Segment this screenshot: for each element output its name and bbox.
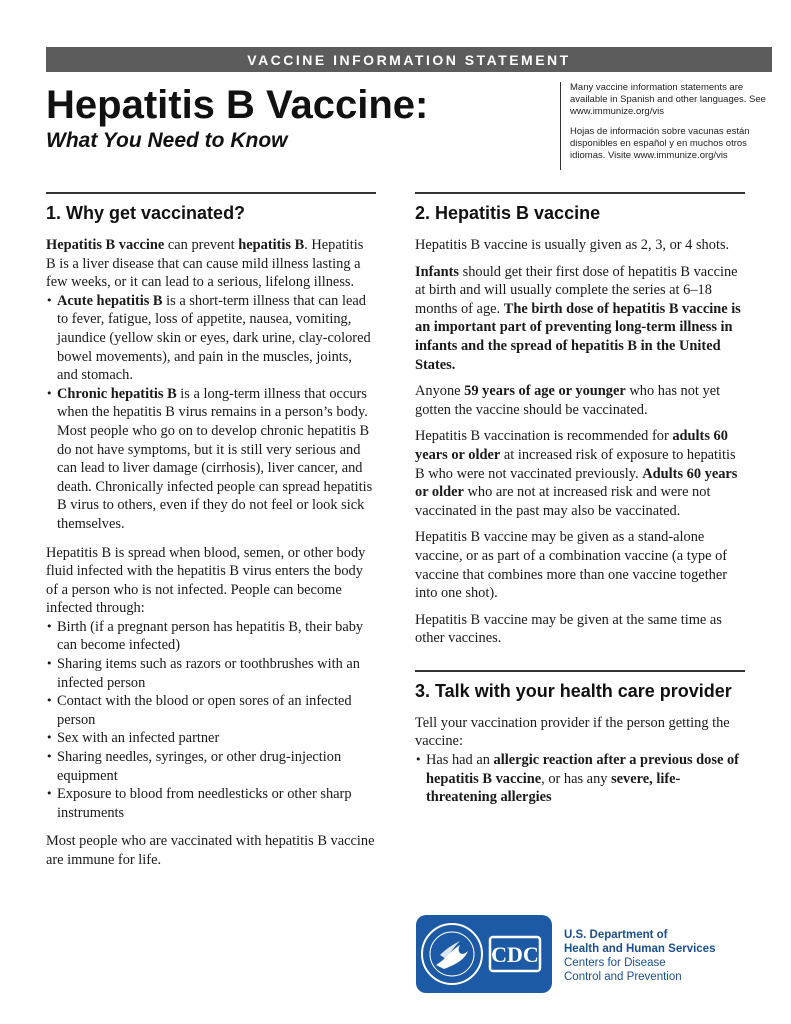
language-note-spanish: Hojas de información sobre vacunas están disponibles en español y en muchos otros idiomas. Visite www.immunize.org/vis bbox=[570, 126, 750, 161]
infants-paragraph: Infants should get their first dose of hepatitis B vaccine at birth and will usually complete the series at 6–18 months of age. The birth dose of hepatitis B vaccine is an important part of preventing long-term illness in infants and the spread of hepatitis B in the United States. bbox=[415, 263, 741, 373]
list-item: • Exposure to blood from needlesticks or other sharp instruments bbox=[46, 785, 376, 822]
left-column bbox=[46, 192, 376, 878]
section-heading-why-vaccinate: 1. Why get vaccinated? bbox=[46, 192, 376, 224]
agency-dept-line2: Health and Human Services bbox=[564, 943, 716, 955]
agency-cdc-line1: Centers for Disease bbox=[564, 957, 666, 969]
closing-paragraph: Most people who are vaccinated with hepatitis B vaccine are immune for life. bbox=[46, 833, 375, 868]
page-subtitle: What You Need to Know bbox=[46, 129, 288, 152]
agency-cdc-line2: Control and Prevention bbox=[564, 971, 682, 983]
vis-banner: VACCINE INFORMATION STATEMENT bbox=[46, 47, 772, 72]
spread-intro: Hepatitis B is spread when blood, semen, or other body fluid infected with the hepatitis B virus enters the body of a person who is not infected. People can become infected through: bbox=[46, 544, 366, 617]
combination-paragraph: Hepatitis B vaccine may be given as a stand-alone vaccine, or as part of a combination vaccine (a type of vaccine that combines more than one vaccine together into one shot). bbox=[415, 529, 728, 602]
coadministration-paragraph: Hepatitis B vaccine may be given at the same time as other vaccines. bbox=[415, 611, 722, 647]
hhs-cdc-logo bbox=[416, 915, 552, 993]
language-note bbox=[560, 82, 780, 170]
provider-intro: Tell your vaccination provider if the person getting the vaccine: bbox=[415, 714, 730, 750]
spread-list bbox=[46, 618, 376, 823]
list-item: • Sharing items such as razors or toothbrushes with an infected person bbox=[46, 655, 376, 692]
agency-text bbox=[564, 928, 774, 984]
cdc-logo-text: CDC bbox=[491, 942, 539, 967]
hepatitis-types-list bbox=[46, 292, 376, 534]
list-item: • Birth (if a pregnant person has hepatitis B, their baby can become infected) bbox=[46, 618, 376, 655]
page-title: Hepatitis B Vaccine: bbox=[46, 83, 429, 127]
adults-paragraph: Hepatitis B vaccination is recommended for adults 60 years or older at increased risk of exposure to hepatitis B who were not vaccinated previously. Adults 60 years or older who are not at increased risk and were not vaccinated in the past may also be vaccinated. bbox=[415, 428, 738, 519]
right-column bbox=[415, 192, 745, 807]
footer-logos bbox=[416, 915, 776, 995]
doses-paragraph: Hepatitis B vaccine is usually given as 2, 3, or 4 shots. bbox=[415, 237, 730, 253]
list-item: • Sharing needles, syringes, or other drug-injection equipment bbox=[46, 748, 376, 785]
section-heading-hepb-vaccine: 2. Hepatitis B vaccine bbox=[415, 192, 745, 224]
list-item: • Acute hepatitis B is a short-term illness that can lead to fever, fatigue, loss of appetite, nausea, vomiting, jaundice (yellow skin or eyes, dark urine, clay-colored bowel movements), and pain in the muscles, joints, and stomach. bbox=[46, 292, 376, 385]
provider-list bbox=[415, 751, 745, 807]
language-note-english: Many vaccine information statements are available in Spanish and other languages. See www.immunize.org/vis bbox=[570, 82, 766, 117]
list-item: • Sex with an infected partner bbox=[46, 729, 376, 748]
intro-paragraph: Hepatitis B vaccine can prevent hepatitis B. Hepatitis B is a liver disease that can cause mild illness lasting a few weeks, or it can lead to a serious, lifelong illness. bbox=[46, 237, 364, 291]
list-item: • Contact with the blood or open sores of an infected person bbox=[46, 692, 376, 729]
section-heading-talk-provider: 3. Talk with your health care provider bbox=[415, 670, 745, 702]
age-paragraph: Anyone 59 years of age or younger who has not yet gotten the vaccine should be vaccinated. bbox=[415, 383, 721, 418]
agency-dept-line1: U.S. Department of bbox=[564, 929, 668, 941]
list-item: • Has had an allergic reaction after a previous dose of hepatitis B vaccine, or has any severe, life-threatening allergies bbox=[415, 751, 745, 807]
hhs-seal-icon bbox=[416, 915, 552, 993]
list-item: • Chronic hepatitis B is a long-term illness that occurs when the hepatitis B virus remains in a person’s body. Most people who go on to develop chronic hepatitis B do not have symptoms, but it is still very serious and can lead to liver damage (cirrhosis), liver cancer, and death. Chronically infected people can spread hepatitis B virus to others, even if they do not feel or look sick themselves. bbox=[46, 385, 376, 534]
